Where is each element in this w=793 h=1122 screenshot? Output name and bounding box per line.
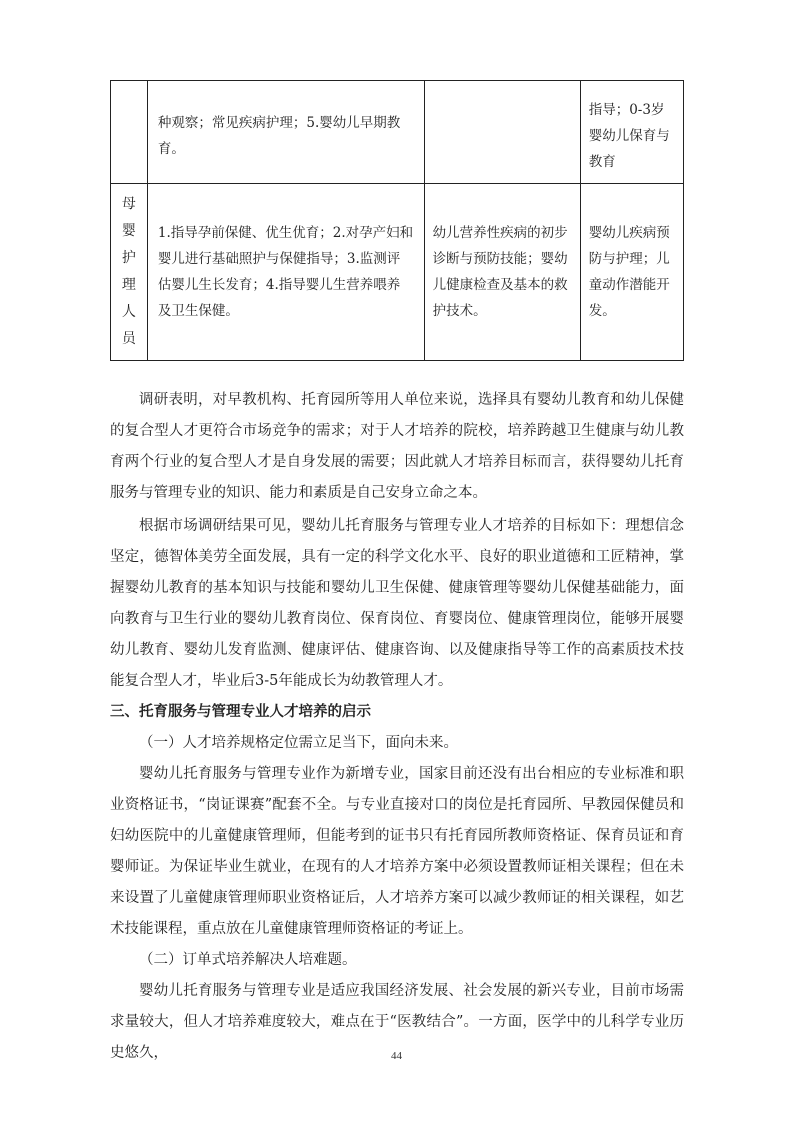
role-char: 母	[121, 196, 136, 212]
paragraph: 根据市场调研结果可见，婴幼儿托育服务与管理专业人才培养的目标如下：理想信念坚定，德智体美劳全面发展，具有一定的科学文化水平、良好的职业道德和工匠精神，掌握婴幼儿教育的基本知识与技能和婴幼儿卫生保健、健康管理等婴幼儿保健基础能力，面向教育与卫生行业的婴幼儿教育岗位、保育岗位、育婴岗位、健康管理岗位，能够开展婴幼儿教育、婴幼儿发育监测、健康评估、健康咨询、以及健康指导等工作的高素质技术技能复合型人才，毕业后3-5年能成长为幼教管理人才。	[110, 518, 684, 689]
table-row	[111, 81, 684, 184]
role-char: 人	[121, 304, 136, 320]
subheading: （二）订单式培养解决人培难题。	[139, 952, 357, 968]
table-cell-courses: 指导；0-3岁婴幼儿保育与教育	[580, 81, 683, 184]
table-cell-role	[111, 184, 148, 361]
role-char: 婴	[121, 223, 136, 239]
role-char: 理	[121, 277, 136, 293]
curriculum-table	[110, 80, 684, 361]
section-heading: 三、托育服务与管理专业人才培养的启示	[110, 704, 371, 720]
subheading: （一）人才培养规格定位需立足当下，面向未来。	[139, 735, 458, 751]
table-cell-courses: 婴幼儿疾病预防与护理；儿童动作潜能开发。	[580, 184, 683, 361]
table-cell-duties: 1.指导孕前保健、优生优育；2.对孕产妇和婴儿进行基础照护与保健指导；3.监测评估婴儿生长发育；4.指导婴儿生营养喂养及卫生保健。	[147, 184, 424, 361]
role-char: 员	[121, 331, 136, 347]
paragraph: 婴幼儿托育服务与管理专业是适应我国经济发展、社会发展的新兴专业，目前市场需求量较大，但人才培养难度较大，难点在于“医教结合”。一方面，医学中的儿科学专业历史悠久，	[110, 983, 684, 1061]
table-row	[111, 184, 684, 361]
table-cell-role	[111, 81, 148, 184]
page-number: 44	[391, 1050, 402, 1062]
body-text	[110, 385, 684, 1069]
table-cell-skills	[424, 81, 580, 184]
paragraph: 婴幼儿托育服务与管理专业作为新增专业，国家目前还没有出台相应的专业标准和职业资格证书，“岗证课赛”配套不全。与专业直接对口的岗位是托育园所、早教园保健员和妇幼医院中的儿童健康管理师，但能考到的证书只有托育园所教师资格证、保育员证和育婴师证。为保证毕业生就业，在现有的人才培养方案中必须设置教师证相关课程；但在未来设置了儿童健康管理师职业资格证后，人才培养方案可以减少教师证的相关课程，如艺术技能课程，重点放在儿童健康管理师资格证的考证上。	[110, 766, 684, 937]
role-char: 护	[121, 250, 136, 266]
paragraph: 调研表明，对早教机构、托育园所等用人单位来说，选择具有婴幼儿教育和幼儿保健的复合型人才更符合市场竞争的需求；对于人才培养的院校，培养跨越卫生健康与幼儿教育两个行业的复合型人才是自身发展的需要；因此就人才培养目标而言，获得婴幼儿托育服务与管理专业的知识、能力和素质是自己安身立命之本。	[110, 392, 684, 501]
table-cell-skills: 幼儿营养性疾病的初步诊断与预防技能；婴幼儿健康检查及基本的救护技术。	[424, 184, 580, 361]
table-cell-duties: 种观察；常见疾病护理；5.婴幼儿早期教育。	[147, 81, 424, 184]
